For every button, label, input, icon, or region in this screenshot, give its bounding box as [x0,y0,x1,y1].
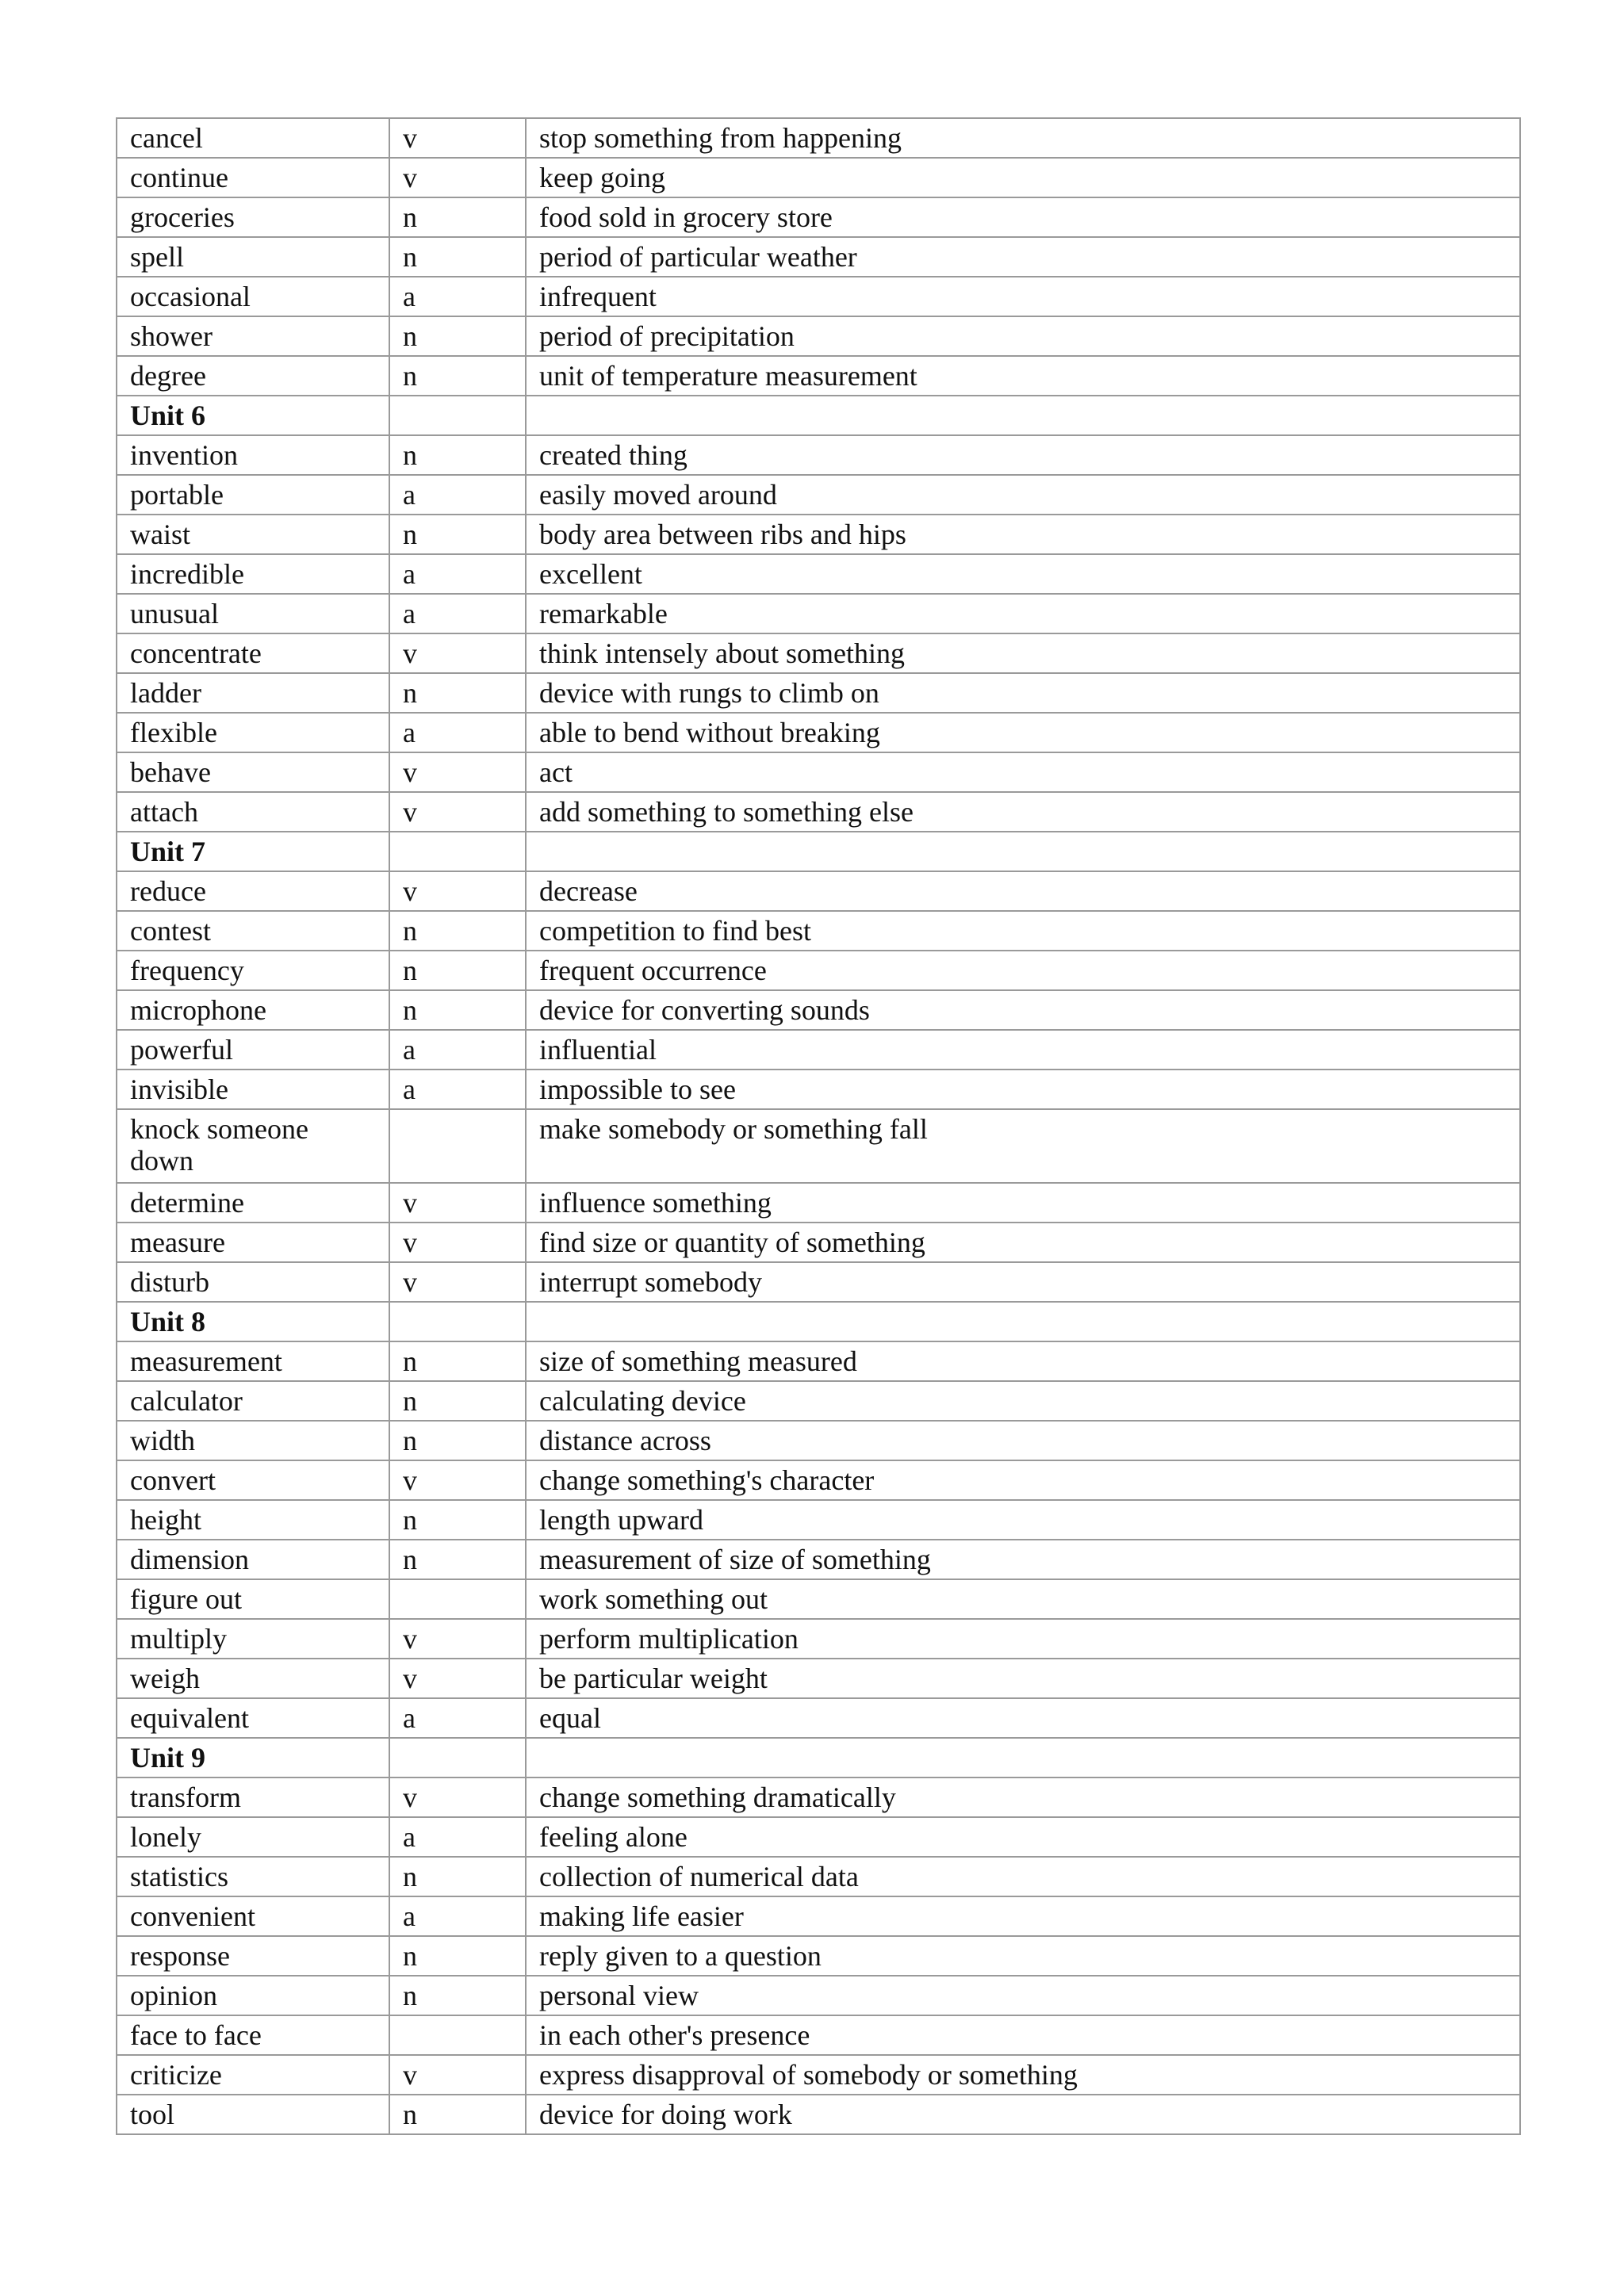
part-of-speech-cell: a [389,1030,526,1070]
definition-cell: period of particular weather [526,237,1520,277]
part-of-speech-cell: n [389,316,526,356]
table-row [117,1341,1520,1381]
part-of-speech-cell: n [389,1381,526,1421]
part-of-speech-cell: n [389,1976,526,2015]
table-row [117,1262,1520,1302]
definition-cell: stop something from happening [526,118,1520,158]
table-row [117,1460,1520,1500]
part-of-speech-cell: n [389,673,526,713]
part-of-speech-cell: a [389,1817,526,1857]
definition-cell: measurement of size of something [526,1540,1520,1579]
definition-cell: feeling alone [526,1817,1520,1857]
table-row [117,1896,1520,1936]
table-row [117,237,1520,277]
definition-cell: device with rungs to climb on [526,673,1520,713]
part-of-speech-cell: n [389,2095,526,2134]
part-of-speech-cell [389,1109,526,1183]
definition-cell: able to bend without breaking [526,713,1520,752]
part-of-speech-cell: v [389,871,526,911]
table-row [117,197,1520,237]
definition-cell: express disapproval of somebody or something [526,2055,1520,2095]
part-of-speech-cell: v [389,2055,526,2095]
unit-heading-row [117,1738,1520,1777]
part-of-speech-cell: n [389,1857,526,1896]
definition-cell: excellent [526,554,1520,594]
unit-heading: Unit 7 [117,832,389,871]
table-row [117,515,1520,554]
part-of-speech-cell: v [389,792,526,832]
part-of-speech-cell: n [389,356,526,396]
part-of-speech-cell: a [389,594,526,633]
word-cell: dimension [117,1540,389,1579]
part-of-speech-cell [389,832,526,871]
definition-cell [526,1302,1520,1341]
definition-cell: interrupt somebody [526,1262,1520,1302]
word-cell: cancel [117,118,389,158]
part-of-speech-cell: v [389,1619,526,1659]
vocabulary-table-body [117,118,1520,2134]
part-of-speech-cell: n [389,1421,526,1460]
part-of-speech-cell: n [389,1341,526,1381]
definition-cell: easily moved around [526,475,1520,515]
word-cell: frequency [117,951,389,990]
table-row [117,475,1520,515]
part-of-speech-cell: a [389,277,526,316]
definition-cell: keep going [526,158,1520,197]
definition-cell: size of something measured [526,1341,1520,1381]
table-row [117,1223,1520,1262]
part-of-speech-cell: a [389,1896,526,1936]
unit-heading: Unit 8 [117,1302,389,1341]
definition-cell: length upward [526,1500,1520,1540]
table-row [117,1540,1520,1579]
table-row [117,1698,1520,1738]
word-cell: concentrate [117,633,389,673]
word-cell: measure [117,1223,389,1262]
part-of-speech-cell: n [389,990,526,1030]
word-cell: powerful [117,1030,389,1070]
word-cell: face to face [117,2015,389,2055]
word-cell: statistics [117,1857,389,1896]
definition-cell: equal [526,1698,1520,1738]
definition-cell: making life easier [526,1896,1520,1936]
part-of-speech-cell: n [389,1500,526,1540]
table-row [117,118,1520,158]
part-of-speech-cell: v [389,118,526,158]
table-row [117,158,1520,197]
table-row [117,1619,1520,1659]
unit-heading-row [117,1302,1520,1341]
part-of-speech-cell [389,1302,526,1341]
definition-cell: impossible to see [526,1070,1520,1109]
definition-cell: frequent occurrence [526,951,1520,990]
definition-cell: find size or quantity of something [526,1223,1520,1262]
part-of-speech-cell: a [389,713,526,752]
table-row [117,1659,1520,1698]
part-of-speech-cell: n [389,515,526,554]
part-of-speech-cell: v [389,1659,526,1698]
word-cell: portable [117,475,389,515]
table-row [117,633,1520,673]
word-cell: attach [117,792,389,832]
table-row [117,752,1520,792]
table-row [117,435,1520,475]
table-row [117,1500,1520,1540]
part-of-speech-cell: a [389,475,526,515]
definition-cell: competition to find best [526,911,1520,951]
definition-cell: perform multiplication [526,1619,1520,1659]
word-cell: spell [117,237,389,277]
word-cell: microphone [117,990,389,1030]
word-cell: knock someone down [117,1109,389,1183]
part-of-speech-cell: v [389,158,526,197]
word-cell: reduce [117,871,389,911]
word-cell: convert [117,1460,389,1500]
definition-cell: think intensely about something [526,633,1520,673]
word-cell: ladder [117,673,389,713]
definition-cell: food sold in grocery store [526,197,1520,237]
table-row [117,1936,1520,1976]
word-cell: degree [117,356,389,396]
word-cell: equivalent [117,1698,389,1738]
unit-heading-row [117,396,1520,435]
table-row [117,792,1520,832]
vocabulary-table [116,117,1521,2135]
word-cell: height [117,1500,389,1540]
word-cell: behave [117,752,389,792]
definition-cell: collection of numerical data [526,1857,1520,1896]
part-of-speech-cell: v [389,1183,526,1223]
table-row [117,911,1520,951]
word-cell: calculator [117,1381,389,1421]
part-of-speech-cell [389,1738,526,1777]
table-row [117,1579,1520,1619]
word-cell: determine [117,1183,389,1223]
word-cell: multiply [117,1619,389,1659]
part-of-speech-cell: v [389,633,526,673]
word-cell: invisible [117,1070,389,1109]
table-row [117,1857,1520,1896]
part-of-speech-cell: n [389,197,526,237]
definition-cell: infrequent [526,277,1520,316]
part-of-speech-cell [389,396,526,435]
definition-cell: act [526,752,1520,792]
word-cell: groceries [117,197,389,237]
definition-cell: in each other's presence [526,2015,1520,2055]
part-of-speech-cell: n [389,435,526,475]
table-row [117,1777,1520,1817]
part-of-speech-cell: v [389,1460,526,1500]
part-of-speech-cell [389,1579,526,1619]
part-of-speech-cell: n [389,911,526,951]
part-of-speech-cell: a [389,1070,526,1109]
part-of-speech-cell: n [389,1936,526,1976]
word-cell: convenient [117,1896,389,1936]
part-of-speech-cell: n [389,951,526,990]
part-of-speech-cell: n [389,1540,526,1579]
part-of-speech-cell: v [389,1262,526,1302]
word-cell: lonely [117,1817,389,1857]
definition-cell [526,1738,1520,1777]
definition-cell: work something out [526,1579,1520,1619]
definition-cell: change something dramatically [526,1777,1520,1817]
definition-cell: change something's character [526,1460,1520,1500]
part-of-speech-cell: n [389,237,526,277]
definition-cell: body area between ribs and hips [526,515,1520,554]
table-row [117,554,1520,594]
table-row [117,1976,1520,2015]
definition-cell: remarkable [526,594,1520,633]
word-cell: shower [117,316,389,356]
definition-cell: influential [526,1030,1520,1070]
table-row [117,1817,1520,1857]
table-row [117,316,1520,356]
word-cell: tool [117,2095,389,2134]
definition-cell: period of precipitation [526,316,1520,356]
word-cell: flexible [117,713,389,752]
table-row [117,2015,1520,2055]
word-cell: contest [117,911,389,951]
word-cell: continue [117,158,389,197]
definition-cell [526,396,1520,435]
table-row [117,1070,1520,1109]
table-row [117,713,1520,752]
definition-cell: personal view [526,1976,1520,2015]
unit-heading: Unit 9 [117,1738,389,1777]
definition-cell: add something to something else [526,792,1520,832]
definition-cell: reply given to a question [526,1936,1520,1976]
table-row [117,951,1520,990]
table-row [117,1421,1520,1460]
word-cell: opinion [117,1976,389,2015]
word-cell: occasional [117,277,389,316]
table-row [117,594,1520,633]
word-cell: incredible [117,554,389,594]
table-row [117,356,1520,396]
definition-cell [526,832,1520,871]
definition-cell: device for doing work [526,2095,1520,2134]
definition-cell: influence something [526,1183,1520,1223]
word-cell: unusual [117,594,389,633]
table-row [117,1183,1520,1223]
definition-cell: be particular weight [526,1659,1520,1698]
part-of-speech-cell: v [389,1777,526,1817]
table-row [117,277,1520,316]
definition-cell: unit of temperature measurement [526,356,1520,396]
table-row [117,2095,1520,2134]
definition-cell: distance across [526,1421,1520,1460]
table-row [117,871,1520,911]
definition-cell: decrease [526,871,1520,911]
word-cell: criticize [117,2055,389,2095]
table-row [117,1030,1520,1070]
definition-cell: make somebody or something fall [526,1109,1520,1183]
word-cell: figure out [117,1579,389,1619]
table-row [117,1109,1520,1183]
word-cell: transform [117,1777,389,1817]
word-cell: weigh [117,1659,389,1698]
part-of-speech-cell: v [389,1223,526,1262]
word-cell: disturb [117,1262,389,1302]
word-cell: invention [117,435,389,475]
word-cell: measurement [117,1341,389,1381]
word-cell: waist [117,515,389,554]
definition-cell: created thing [526,435,1520,475]
table-row [117,673,1520,713]
part-of-speech-cell [389,2015,526,2055]
unit-heading: Unit 6 [117,396,389,435]
part-of-speech-cell: v [389,752,526,792]
part-of-speech-cell: a [389,554,526,594]
part-of-speech-cell: a [389,1698,526,1738]
table-row [117,2055,1520,2095]
table-row [117,1381,1520,1421]
word-cell: width [117,1421,389,1460]
definition-cell: calculating device [526,1381,1520,1421]
table-row [117,990,1520,1030]
word-cell: response [117,1936,389,1976]
definition-cell: device for converting sounds [526,990,1520,1030]
unit-heading-row [117,832,1520,871]
